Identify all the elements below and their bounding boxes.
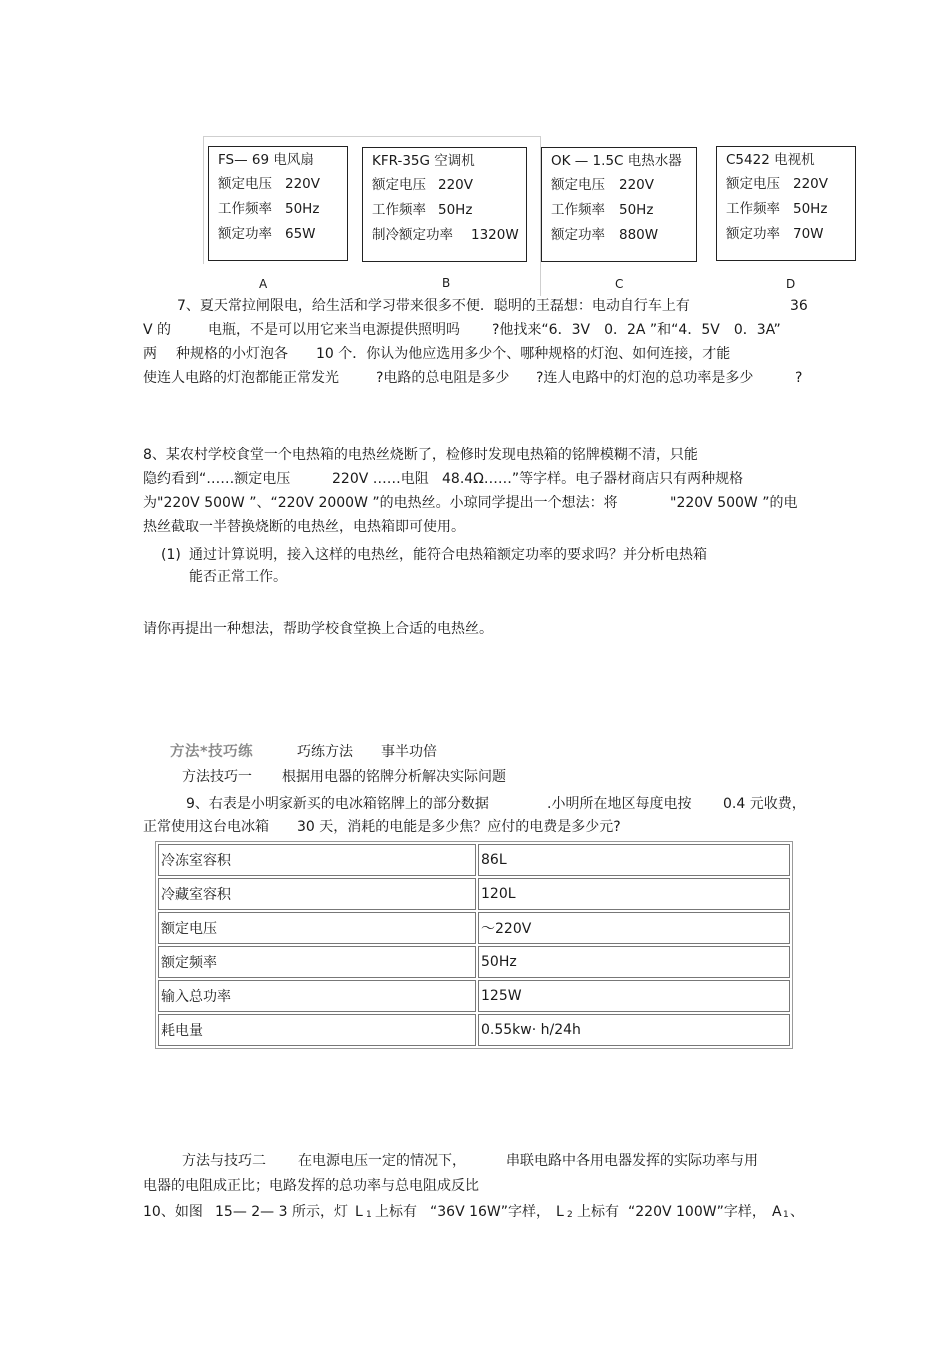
- q7-line1-num: 36: [790, 298, 808, 314]
- spec-value: 880W: [619, 227, 659, 243]
- q8-line3: 为"220V 500W ”、“220V 2000W ”的电热丝。小琼同学提出一个想法：将: [143, 495, 618, 511]
- q10-text: A: [772, 1204, 782, 1220]
- appliance-letter-a: A: [259, 277, 268, 291]
- spec-label: 制冷额定功率: [372, 227, 453, 243]
- q7-line2: 电瓶，不是可以用它来当电源提供照明吗: [208, 322, 460, 338]
- table-cell-label: 冷藏室容积: [158, 878, 476, 910]
- spec-value: 50Hz: [619, 202, 654, 218]
- appliance-letter-d: D: [786, 277, 796, 291]
- q10-subscript: 1: [366, 1210, 372, 1220]
- spec-label: 额定电压: [551, 177, 605, 193]
- q10-subscript: 1: [783, 1210, 789, 1220]
- q7-line2: ?他找来“6．3V 0．2A ”和“4．5V 0．3A”: [492, 322, 781, 338]
- spec-label: 工作频率: [726, 201, 780, 217]
- spec-label: 额定功率: [551, 227, 605, 243]
- q10-subscript: 2: [567, 1210, 573, 1220]
- table-cell-value: 0.55kw· h/24h: [478, 1014, 790, 1046]
- q8-line4: 热丝截取一半替换烧断的电热丝，电热箱即可使用。: [143, 519, 465, 535]
- spec-value: 65W: [285, 226, 316, 242]
- q8-sub-line2: 能否正常工作。: [189, 569, 287, 585]
- table-row: [158, 912, 790, 944]
- spec-value: 70W: [793, 226, 824, 242]
- spec-value: 220V: [285, 176, 321, 192]
- q7-line4: ?连人电路中的灯泡的总功率是多少: [536, 370, 754, 386]
- appliance-title: KFR-35G 空调机: [372, 153, 475, 169]
- appliance-card-c: [541, 147, 697, 262]
- table-row: [158, 980, 790, 1012]
- q8-line3: "220V 500W ”的电: [670, 495, 798, 511]
- appliance-card-d: [716, 146, 856, 261]
- frame-line-top: [203, 136, 541, 137]
- q7-line4: ?: [795, 370, 803, 386]
- q7-line3: 两: [143, 346, 157, 362]
- q10-text: 上标有: [577, 1204, 619, 1220]
- table-cell-value: 50Hz: [478, 946, 790, 978]
- q7-line4: 使连人电路的灯泡都能正常发光: [143, 370, 339, 386]
- tip-1-label: 方法技巧一: [182, 769, 252, 785]
- q8-line1: 8、某农村学校食堂一个电热箱的电热丝烧断了，检修时发现电热箱的铭牌模糊不清，只能: [143, 447, 698, 463]
- appliance-letter-b: B: [442, 276, 451, 290]
- spec-label: 额定功率: [726, 226, 780, 242]
- table-row: [158, 878, 790, 910]
- q7-line1: 7、夏天常拉闸限电，给生活和学习带来很多不便．聪明的王磊想：电动自行车上有: [177, 298, 690, 314]
- table-cell-value: 125W: [478, 980, 790, 1012]
- appliance-card-a: [208, 146, 348, 261]
- tip-2-label: 方法与技巧二: [182, 1153, 266, 1169]
- spec-label: 额定功率: [218, 226, 272, 242]
- spec-value: 50Hz: [438, 202, 473, 218]
- appliance-card-b: [362, 147, 527, 262]
- tip-2-text: 在电源电压一定的情况下，: [298, 1153, 466, 1169]
- fridge-spec-table: [155, 841, 793, 1049]
- table-row: [158, 1014, 790, 1046]
- section-slogan: 事半功倍: [381, 744, 437, 760]
- table-cell-label: 冷冻室容积: [158, 844, 476, 876]
- q7-line4: ?电路的总电阻是多少: [376, 370, 510, 386]
- q9-line2: 正常使用这台电冰箱: [143, 819, 269, 835]
- q9-line2: 30 天，消耗的电能是多少焦？应付的电费是多少元?: [297, 819, 621, 835]
- spec-value: 220V: [438, 177, 474, 193]
- table-row: [158, 844, 790, 876]
- section-slogan: 巧练方法: [297, 744, 353, 760]
- q10-text: 上标有: [375, 1204, 417, 1220]
- appliance-letter-c: C: [615, 277, 624, 291]
- q10-text: 15— 2— 3 所示，灯: [215, 1204, 348, 1220]
- spec-value: 1320W: [471, 227, 519, 243]
- q8-sub-number: (1): [161, 547, 181, 563]
- q10-text: “220V 100W”字样，: [628, 1204, 766, 1220]
- appliance-title: FS— 69 电风扇: [218, 152, 314, 168]
- table-cell-value: 120L: [478, 878, 790, 910]
- table-cell-label: 额定电压: [158, 912, 476, 944]
- spec-label: 工作频率: [372, 202, 426, 218]
- q9-line1: .小明所在地区每度电按: [547, 796, 692, 812]
- q7-line3: 种规格的小灯泡各: [176, 346, 288, 362]
- q10-text: 10、如图: [143, 1204, 203, 1220]
- q7-line2: V 的: [143, 322, 172, 338]
- q8-extra: 请你再提出一种想法，帮助学校食堂换上合适的电热丝。: [143, 621, 493, 637]
- appliance-title: C5422 电视机: [726, 152, 815, 168]
- q9-line1: 9、右表是小明家新买的电冰箱铭牌上的部分数据: [186, 796, 489, 812]
- spec-value: 50Hz: [285, 201, 320, 217]
- table-cell-label: 输入总功率: [158, 980, 476, 1012]
- q10-text: 、: [790, 1204, 804, 1220]
- q10-text: “36V 16W”字样，: [430, 1204, 551, 1220]
- spec-label: 额定电压: [218, 176, 272, 192]
- table-cell-label: 额定频率: [158, 946, 476, 978]
- spec-value: 220V: [793, 176, 829, 192]
- spec-label: 额定电压: [726, 176, 780, 192]
- appliance-title: OK — 1.5C 电热水器: [551, 153, 682, 169]
- spec-label: 工作频率: [218, 201, 272, 217]
- tip-2-line2: 电器的电阻成正比；电路发挥的总功率与总电阻成反比: [143, 1178, 479, 1194]
- table-cell-value: ～220V: [478, 912, 790, 944]
- q8-line2: 隐约看到“……额定电压: [143, 471, 291, 487]
- q9-line1: 0.4 元收费，: [723, 796, 806, 812]
- tip-2-text: 串联电路中各用电器发挥的实际功率与用: [506, 1153, 758, 1169]
- q8-line2: 220V ……电阻: [332, 471, 429, 487]
- q7-line3: 10 个．你认为他应选用多少个、哪种规格的灯泡、如何连接，才能: [316, 346, 731, 362]
- spec-label: 工作频率: [551, 202, 605, 218]
- q10-text: L: [556, 1204, 564, 1220]
- q10-text: L: [355, 1204, 363, 1220]
- spec-value: 50Hz: [793, 201, 828, 217]
- section-heading: 方法*技巧练: [170, 744, 254, 760]
- table-row: [158, 946, 790, 978]
- table-cell-value: 86L: [478, 844, 790, 876]
- q8-sub-line1: 通过计算说明，接入这样的电热丝，能符合电热箱额定功率的要求吗？并分析电热箱: [189, 547, 707, 563]
- q8-line2: 48.4Ω……”等字样。电子器材商店只有两种规格: [442, 471, 744, 487]
- table-cell-label: 耗电量: [158, 1014, 476, 1046]
- tip-1-text: 根据用电器的铭牌分析解决实际问题: [282, 769, 506, 785]
- spec-value: 220V: [619, 177, 655, 193]
- frame-line-left: [203, 136, 204, 264]
- spec-label: 额定电压: [372, 177, 426, 193]
